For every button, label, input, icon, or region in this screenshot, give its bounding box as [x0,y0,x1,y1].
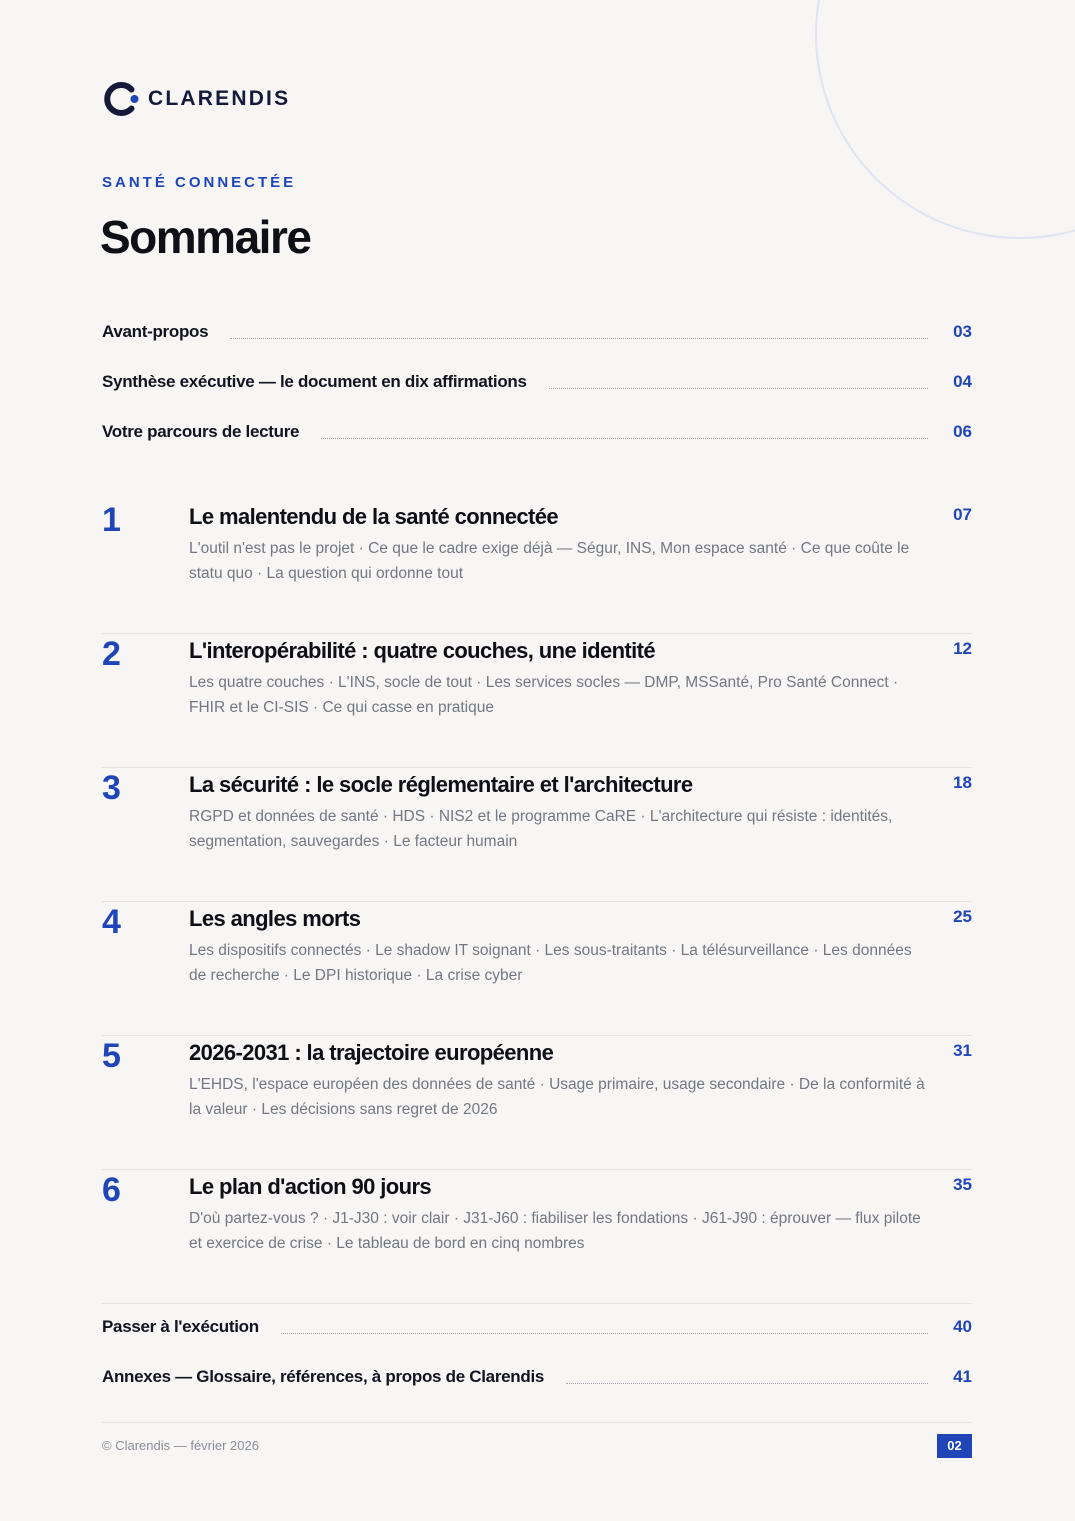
chapter-number: 3 [102,769,121,807]
chapter-title: Les angles morts [189,906,361,931]
chapter-page: 07 [953,505,972,524]
chapter-number: 2 [102,635,121,673]
chapter-description: RGPD et données de santé · HDS · NIS2 et le programme CaRE · L'architecture qui résiste : identités, segmentation, sauvegardes · Le facteur humain [189,808,893,850]
toc-entry-label: Votre parcours de lecture [102,422,300,441]
chapter-description: Les dispositifs connectés · Le shadow IT soignant · Les sous-traitants · La télésurveillance · Les données de recherche · Le DPI historique · La crise cyber [189,942,912,984]
toc-entry-page: 41 [953,1367,972,1386]
toc-entry-label: Annexes — Glossaire, références, à propos de Clarendis [102,1367,545,1386]
toc-chapter-6[interactable] [102,1170,972,1304]
chapter-number: 6 [102,1171,121,1209]
chapter-page: 25 [953,907,972,926]
toc-entry-label: Avant-propos [102,322,209,341]
chapter-page: 31 [953,1041,972,1060]
brand-logo [102,80,290,118]
dotted-leader [321,438,928,439]
toc-entry-label: Passer à l'exécution [102,1317,259,1336]
dotted-leader [230,338,928,339]
chapter-description: L'outil n'est pas le projet · Ce que le cadre exige déjà — Ségur, INS, Mon espace santé · Ce que coûte le statu quo · La question qui ordonne tout [189,540,910,582]
dotted-leader [549,388,928,389]
chapter-number: 5 [102,1037,121,1075]
chapter-number: 1 [102,501,121,539]
footer-copyright: © Clarendis — février 2026 [102,1438,259,1453]
toc-entry-avant-propos[interactable] [102,318,972,346]
toc-entry-annexes[interactable] [102,1363,972,1391]
toc-entry-page: 40 [953,1317,972,1336]
page-title: Sommaire [100,211,311,263]
c-ring-dot-logo-icon [102,80,140,118]
dotted-leader [566,1383,928,1384]
chapter-page: 12 [953,639,972,658]
chapter-title: La sécurité : le socle réglementaire et l'architecture [189,772,693,797]
chapter-title: Le malentendu de la santé connectée [189,504,559,529]
toc-entry-synthese[interactable] [102,368,972,396]
chapter-page: 18 [953,773,972,792]
toc-entry-label: Synthèse exécutive — le document en dix affirmations [102,372,527,391]
chapter-number: 4 [102,903,121,941]
toc-chapter-2[interactable] [102,634,972,768]
toc-entry-page: 03 [953,322,972,341]
brand-name: CLARENDIS [148,87,291,110]
toc-entry-page: 04 [953,372,972,391]
chapter-description: Les quatre couches · L'INS, socle de tout · Les services socles — DMP, MSSanté, Pro Santé Connect · FHIR et le CI-SIS · Ce qui casse en pratique [189,674,899,716]
decorative-circle [815,0,1075,239]
chapter-page: 35 [953,1175,972,1194]
toc-entry-execution[interactable] [102,1313,972,1341]
dotted-leader [281,1333,928,1334]
toc-chapter-3[interactable] [102,768,972,902]
chapter-title: L'interopérabilité : quatre couches, une identité [189,638,656,663]
toc-chapter-4[interactable] [102,902,972,1036]
section-eyebrow: SANTÉ CONNECTÉE [102,174,297,191]
chapter-description: D'où partez-vous ? · J1-J30 : voir clair · J31-J60 : fiabiliser les fondations · J61-J90 : éprouver — flux pilote et exercice de crise · Le tableau de bord en cinq nombres [189,1210,921,1252]
chapter-title: Le plan d'action 90 jours [189,1174,432,1199]
chapter-description: L'EHDS, l'espace européen des données de santé · Usage primaire, usage secondaire · De la conformité à la valeur · Les décisions sans regret de 2026 [189,1076,925,1118]
toc-chapter-5[interactable] [102,1036,972,1170]
toc-chapter-1[interactable] [102,500,972,634]
toc-entry-parcours[interactable] [102,418,972,446]
page-number-badge: 02 [937,1434,972,1458]
footer-divider [102,1422,972,1423]
chapter-title: 2026-2031 : la trajectoire européenne [189,1040,554,1065]
toc-entry-page: 06 [953,422,972,441]
